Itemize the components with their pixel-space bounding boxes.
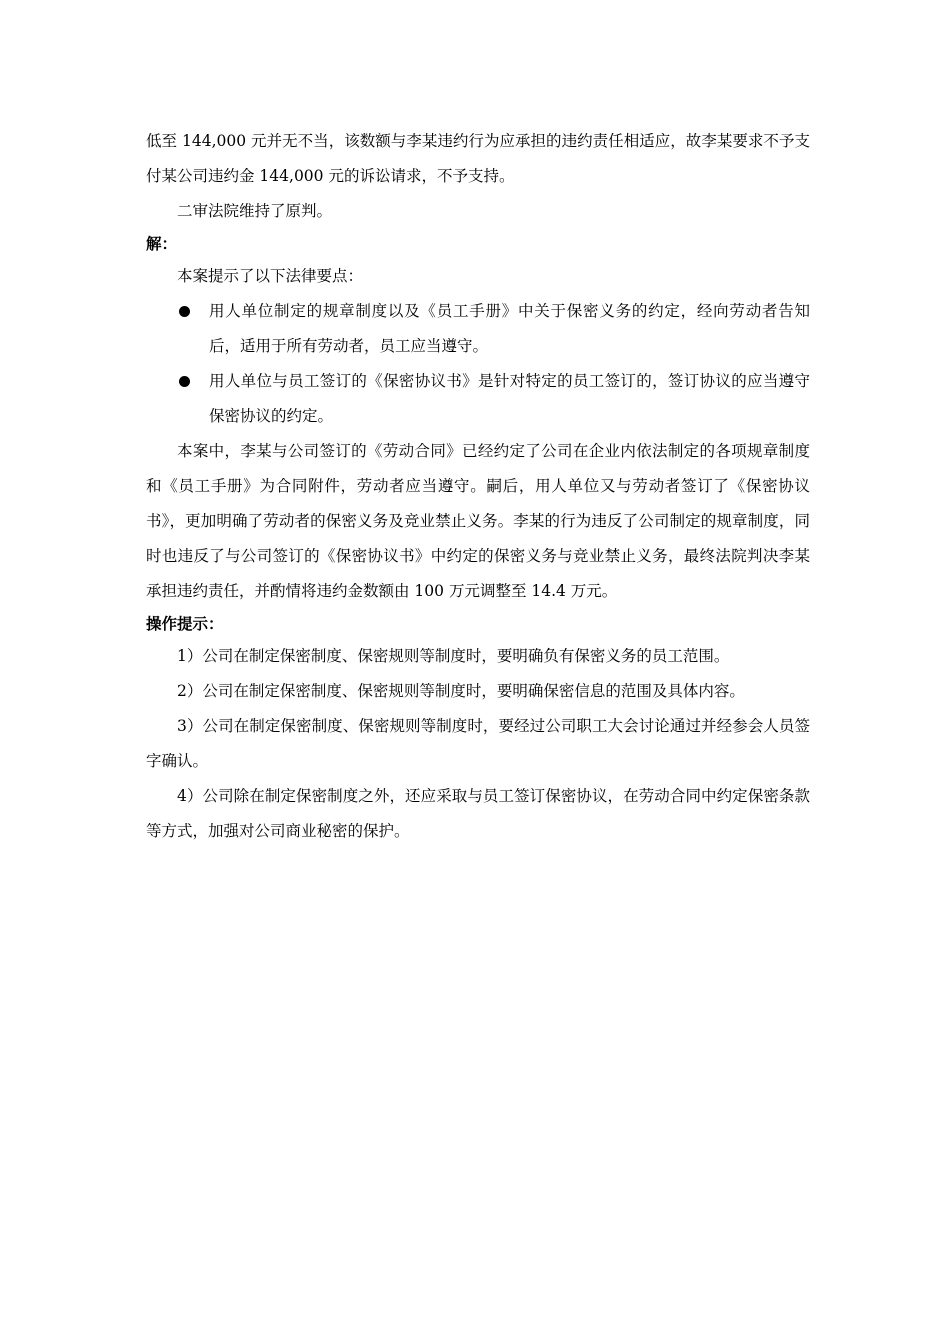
paragraph-case-analysis: 本案中，李某与公司签订的《劳动合同》已经约定了公司在企业内依法制定的各项规章制度和《员工手册》为合同附件，劳动者应当遵守。嗣后，用人单位又与劳动者签订了《保密协议书》，更加明确了劳动者的保密义务及竞业禁止义务。李某的行为违反了公司制定的规章制度，同时也违反了与公司签订的《保密协议书》中约定的保密义务与竞业禁止义务，最终法院判决李某承担违约责任，并酌情将违约金数额由 100 万元调整至 14.4 万元。 bbox=[146, 442, 810, 600]
tip-item: 2）公司在制定保密制度、保密规则等制度时，要明确保密信息的范围及具体内容。 bbox=[177, 682, 745, 700]
tip-item: 4）公司除在制定保密制度之外，还应采取与员工签订保密协议，在劳动合同中约定保密条款等方式，加强对公司商业秘密的保护。 bbox=[146, 787, 810, 840]
bullet-item bbox=[146, 364, 810, 434]
bullet-text: 用人单位与员工签订的《保密协议书》是针对特定的员工签订的，签订协议的应当遵守保密协议的约定。 bbox=[209, 372, 810, 425]
tip-item: 1）公司在制定保密制度、保密规则等制度时，要明确负有保密义务的员工范围。 bbox=[177, 647, 730, 665]
heading-operation-tips: 操作提示： bbox=[146, 615, 224, 633]
bullet-text: 用人单位制定的规章制度以及《员工手册》中关于保密义务的约定，经向劳动者告知后，适用于所有劳动者，员工应当遵守。 bbox=[209, 302, 810, 355]
paragraph-continued: 低至 144,000 元并无不当，该数额与李某违约行为应承担的违约责任相适应，故李某要求不予支付某公司违约金 144,000 元的诉讼请求，不予支持。 bbox=[146, 132, 810, 185]
bullet-item bbox=[146, 294, 810, 364]
heading-solution: 解： bbox=[146, 235, 178, 253]
document-body bbox=[146, 124, 810, 849]
bullet-dot-icon bbox=[179, 306, 190, 317]
tip-item: 3）公司在制定保密制度、保密规则等制度时，要经过公司职工大会讨论通过并经参会人员签字确认。 bbox=[146, 717, 810, 770]
bullet-dot-icon bbox=[179, 376, 190, 387]
paragraph-second-instance: 二审法院维持了原判。 bbox=[177, 202, 333, 220]
paragraph-intro-points: 本案提示了以下法律要点： bbox=[177, 267, 364, 285]
